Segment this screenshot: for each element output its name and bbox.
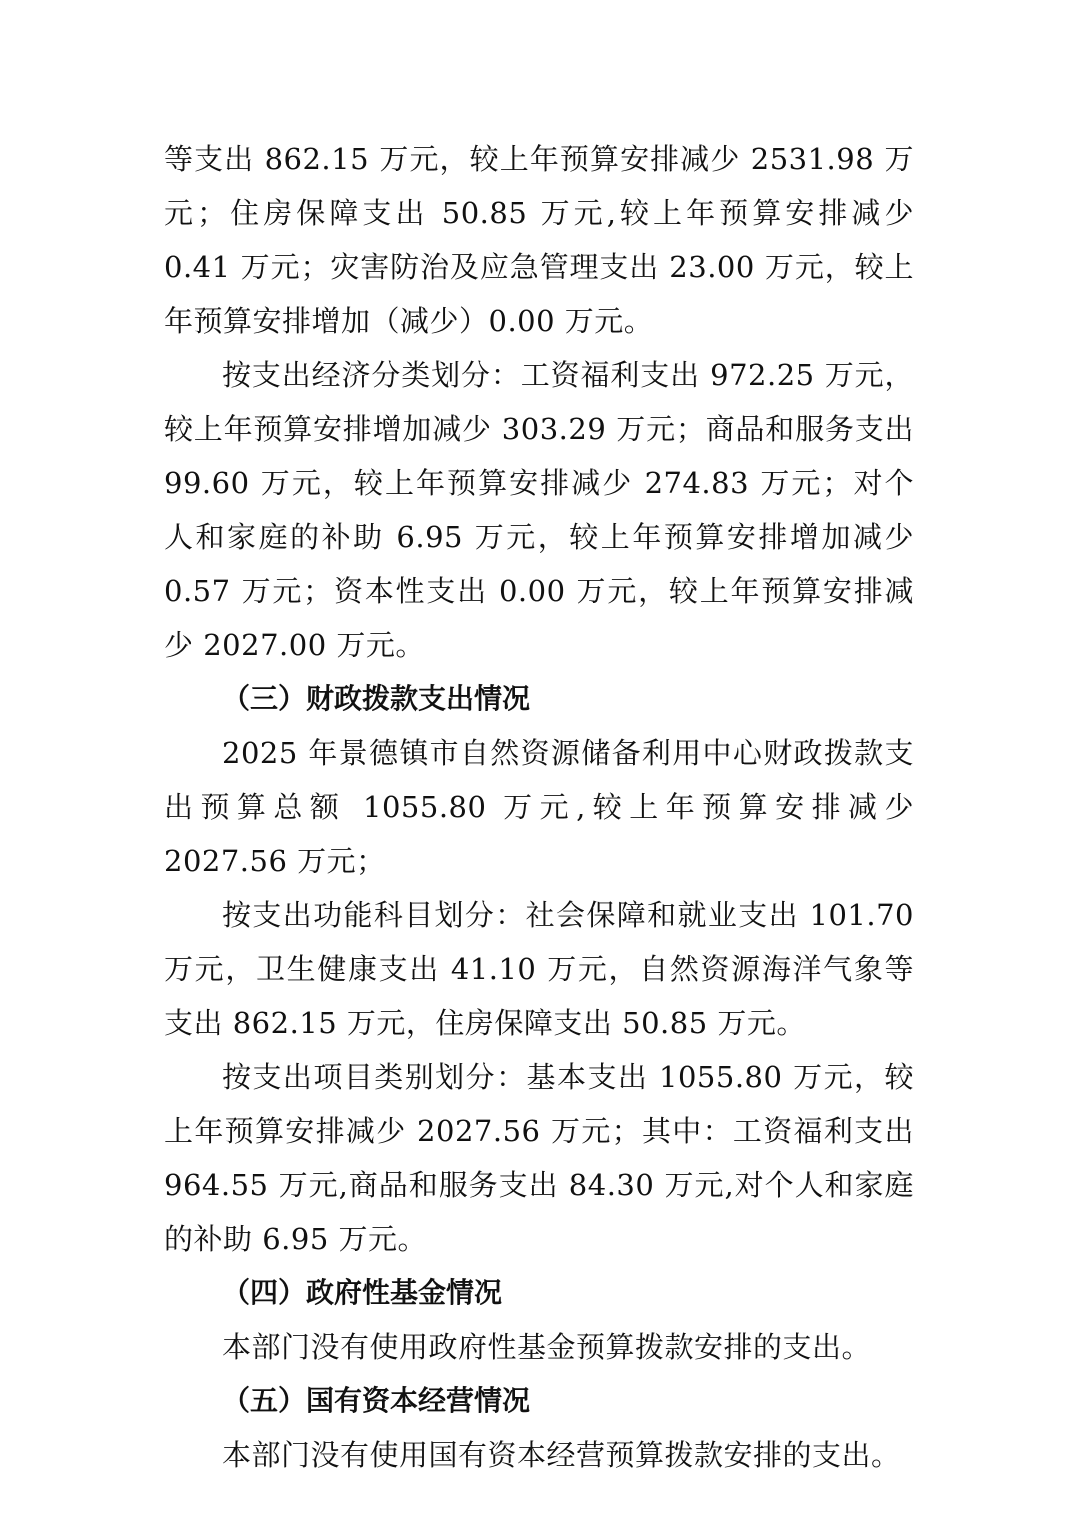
paragraph-functional-classification: 按支出功能科目划分：社会保障和就业支出 101.70 万元，卫生健康支出 41.10 万元，自然资源海洋气象等支出 862.15 万元，住房保障支出 50.85 万元。 (164, 898, 914, 1040)
document-body (164, 132, 914, 1482)
section-heading-fiscal-appropriation: （三）财政拨款支出情况 (222, 682, 531, 715)
paragraph-fiscal-total: 2025 年景德镇市自然资源储备利用中心财政拨款支出预算总额 1055.80 万元,较上年预算安排减少 2027.56 万元； (164, 736, 914, 878)
paragraph-expenditure-continuation: 等支出 862.15 万元，较上年预算安排减少 2531.98 万元；住房保障支出 50.85 万元,较上年预算安排减少 0.41 万元；灾害防治及应急管理支出 23.00 万元，较上年预算安排增加（减少）0.00 万元。 (164, 142, 914, 338)
section-heading-state-capital: （五）国有资本经营情况 (222, 1384, 531, 1417)
paragraph-government-fund: 本部门没有使用政府性基金预算拨款安排的支出。 (222, 1330, 872, 1364)
paragraph-state-capital: 本部门没有使用国有资本经营预算拨款安排的支出。 (222, 1438, 901, 1472)
paragraph-economic-classification: 按支出经济分类划分：工资福利支出 972.25 万元，较上年预算安排增加减少 303.29 万元；商品和服务支出 99.60 万元，较上年预算安排减少 274.83 万元；对个人和家庭的补助 6.95 万元，较上年预算安排增加减少 0.57 万元；资本性支出 0.00 万元，较上年预算安排减少 2027.00 万元。 (164, 358, 914, 662)
paragraph-project-classification: 按支出项目类别划分：基本支出 1055.80 万元，较上年预算安排减少 2027.56 万元；其中：工资福利支出 964.55 万元,商品和服务支出 84.30 万元,对个人和家庭的补助 6.95 万元。 (164, 1060, 914, 1256)
section-heading-government-fund: （四）政府性基金情况 (222, 1276, 503, 1309)
